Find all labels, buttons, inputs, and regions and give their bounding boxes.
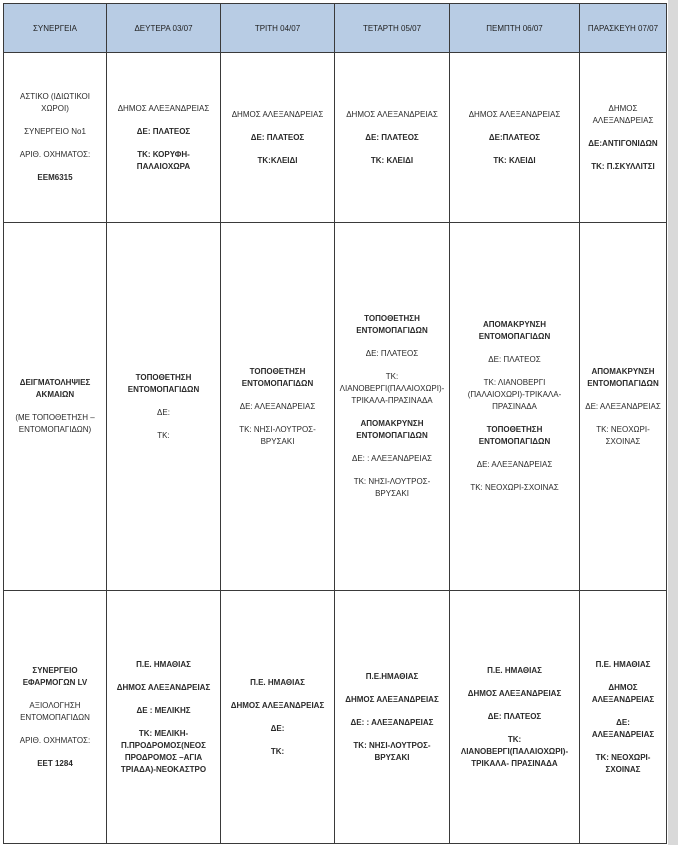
cell-line: ΔΕ : ΜΕΛΙΚΗΣ <box>136 705 191 715</box>
cell-line: ΔΗΜΟΣ ΑΛΕΞΑΝΔΡΕΙΑΣ <box>230 700 325 710</box>
cell-line: ΤΚ: ΛΙΑΝΟΒΕΡΓΙ (ΠΑΛΑΙΟΧΩΡΙ)-ΤΡΙΚΑΛΑ- ΠΡΑΣΙΝΑΔΑ <box>467 378 562 411</box>
header-thursday: ΠΕΜΠΤΗ 06/07 <box>450 4 580 53</box>
cell-line: ΔΗΜΟΣ ΑΛΕΞΑΝΔΡΕΙΑΣ <box>468 109 561 119</box>
cell-line: ΔΗΜΟΣ ΑΛΕΞΑΝΔΡΕΙΑΣ <box>231 109 324 119</box>
cell-line: ΤΚ: Π.ΣΚΥΛΛΙΤΣΙ <box>591 161 655 171</box>
schedule-cell <box>107 591 221 844</box>
cell-line: ΑΞΙΟΛΟΓΗΣΗ ΕΝΤΟΜΟΠΑΓΙΔΩΝ <box>20 700 90 722</box>
schedule-cell <box>107 223 221 591</box>
cell-line: ΔΗΜΟΣ ΑΛΕΞΑΝΔΡΕΙΑΣ <box>117 103 210 113</box>
cell-line: ΔΕΙΓΜΑΤΟΛΗΨΙΕΣ ΑΚΜΑΙΩΝ <box>19 378 91 399</box>
cell-line: Π.Ε. ΗΜΑΘΙΑΣ <box>487 665 542 675</box>
cell-line: ΔΕ:ΠΛΑΤΕΟΣ <box>488 132 541 142</box>
cell-line: ΔΕ: ΑΛΕΞΑΝΔΡΕΙΑΣ <box>591 717 655 739</box>
cell-line: ΑΠΟΜΑΚΡΥΝΣΗ ΕΝΤΟΜΟΠΑΓΙΔΩΝ <box>356 419 428 440</box>
cell-line: ΤΚ: <box>157 430 170 440</box>
cell-line: Π.Ε. ΗΜΑΘΙΑΣ <box>595 659 651 669</box>
cell-line: ΕΕΤ 1284 <box>37 758 73 768</box>
header-wednesday: ΤΕΤΑΡΤΗ 05/07 <box>335 4 450 53</box>
crew-cell <box>4 591 107 844</box>
schedule-cell <box>580 53 667 223</box>
cell-line: ΑΠΟΜΑΚΡΥΝΣΗ ΕΝΤΟΜΟΠΑΓΙΔΩΝ <box>587 366 659 388</box>
schedule-cell <box>450 223 580 591</box>
cell-line: ΤΚ: <box>270 746 285 756</box>
table-row <box>4 223 667 591</box>
vertical-scrollbar[interactable] <box>668 0 678 845</box>
cell-line: ΤΚ: ΜΕΛΙΚΗ-Π.ΠΡΟΔΡΟΜΟΣ(ΝΕΟΣ ΠΡΟΔΡΟΜΟΣ –ΑΓΙΑ ΤΡΙΑΔΑ)-ΝΕΟΚΑΣΤΡΟ <box>120 728 207 774</box>
crew-cell <box>4 53 107 223</box>
cell-line: ΔΕ: ΠΛΑΤΕΟΣ <box>488 355 541 364</box>
cell-line: ΔΕ: ΠΛΑΤΕΟΣ <box>365 349 419 358</box>
table-row <box>4 591 667 844</box>
cell-line: ΔΕ: ΑΛΕΞΑΝΔΡΕΙΑΣ <box>239 401 316 411</box>
header-tuesday: ΤΡΙΤΗ 04/07 <box>221 4 335 53</box>
cell-line: ΔΗΜΟΣ ΑΛΕΞΑΝΔΡΕΙΑΣ <box>346 109 438 119</box>
cell-line: ΔΕ: ΠΛΑΤΕΟΣ <box>487 711 542 721</box>
schedule-table <box>3 3 667 844</box>
cell-line: (ΜΕ ΤΟΠΟΘΕΤΗΣΗ –ΕΝΤΟΜΟΠΑΓΙΔΩΝ) <box>15 413 95 434</box>
cell-line: ΤΚ: ΛΙΑΝΟΒΕΡΓΙ(ΠΑΛΑΙΟΧΩΡΙ)-ΤΡΙΚΑΛΑ-ΠΡΑΣΙΝΑΔΑ <box>339 372 445 405</box>
cell-line: ΔΕ: : ΑΛΕΞΑΝΔΡΕΙΑΣ <box>352 454 432 463</box>
cell-line: ΤΚ: ΚΛΕΙΔΙ <box>370 155 414 165</box>
schedule-cell <box>335 591 450 844</box>
cell-line: ΣΥΝΕΡΓΕΙΟ ΕΦΑΡΜΟΓΩΝ LV <box>22 665 88 687</box>
cell-line: ΣΥΝΕΡΓΕΙΟ Νο1 <box>24 127 86 136</box>
schedule-cell <box>580 591 667 844</box>
cell-line: ΤΚ: ΝΕΟΧΩΡΙ-ΣΧΟΙΝΑΣ <box>595 752 651 774</box>
header-crews: ΣΥΝΕΡΓΕΙΑ <box>4 4 107 53</box>
cell-line: ΤΟΠΟΘΕΤΗΣΗ ΕΝΤΟΜΟΠΑΓΙΔΩΝ <box>127 372 200 394</box>
cell-line: ΤΚ: ΚΛΕΙΔΙ <box>493 155 536 165</box>
cell-line: ΑΡΙΘ. ΟΧΗΜΑΤΟΣ: <box>19 735 91 745</box>
cell-line: ΤΟΠΟΘΕΤΗΣΗ ΕΝΤΟΜΟΠΑΓΙΔΩΝ <box>478 425 551 446</box>
cell-line: ΑΡΙΘ. ΟΧΗΜΑΤΟΣ: <box>19 150 91 159</box>
cell-line: ΤΚ: ΛΙΑΝΟΒΕΡΓΙ(ΠΑΛΑΙΟΧΩΡΙ)-ΤΡΙΚΑΛΑ- ΠΡΑΣΙΝΑΔΑ <box>460 734 569 768</box>
cell-line: ΤΟΠΟΘΕΤΗΣΗ ΕΝΤΟΜΟΠΑΓΙΔΩΝ <box>356 314 428 335</box>
cell-line: ΤΚ: ΝΕΟΧΩΡΙ-ΣΧΟΙΝΑΣ <box>470 483 559 492</box>
cell-line: ΤΟΠΟΘΕΤΗΣΗ ΕΝΤΟΜΟΠΑΓΙΔΩΝ <box>241 366 314 388</box>
schedule-cell <box>335 223 450 591</box>
header-row <box>4 4 667 53</box>
header-monday: ΔΕΥΤΕΡΑ 03/07 <box>107 4 221 53</box>
schedule-cell <box>221 53 335 223</box>
schedule-cell <box>221 591 335 844</box>
cell-line: ΔΗΜΟΣ ΑΛΕΞΑΝΔΡΕΙΑΣ <box>591 682 655 704</box>
cell-line: ΔΗΜΟΣ ΑΛΕΞΑΝΔΡΕΙΑΣ <box>116 682 211 692</box>
schedule-cell <box>335 53 450 223</box>
cell-line: ΔΕ: ΠΛΑΤΕΟΣ <box>136 126 191 136</box>
cell-line: ΔΗΜΟΣ ΑΛΕΞΑΝΔΡΕΙΑΣ <box>467 688 562 698</box>
cell-line: ΤΚ: ΚΟΡΥΦΗ-ΠΑΛΑΙΟΧΩΡΑ <box>136 149 191 171</box>
schedule-cell <box>450 53 580 223</box>
header-friday: ΠΑΡΑΣΚΕΥΗ 07/07 <box>580 4 667 53</box>
cell-line: Π.Ε.ΗΜΑΘΙΑΣ <box>365 671 419 681</box>
cell-line: ΔΕ: <box>270 723 285 733</box>
cell-line: ΑΠΟΜΑΚΡΥΝΣΗ ΕΝΤΟΜΟΠΑΓΙΔΩΝ <box>478 320 551 341</box>
schedule-cell <box>450 591 580 844</box>
table-row <box>4 53 667 223</box>
cell-line: ΔΕ: ΑΛΕΞΑΝΔΡΕΙΑΣ <box>585 401 661 411</box>
cell-line: ΤΚ: ΝΗΣΙ-ΛΟΥΤΡΟΣ-ΒΡΥΣΑΚΙ <box>239 424 316 446</box>
cell-line: ΔΗΜΟΣ ΑΛΕΞΑΝΔΡΕΙΑΣ <box>592 103 654 125</box>
cell-line: ΔΕ: : ΑΛΕΞΑΝΔΡΕΙΑΣ <box>350 717 434 727</box>
cell-line: ΕΕΜ6315 <box>37 173 73 182</box>
cell-line: ΤΚ: ΝΗΣΙ-ΛΟΥΤΡΟΣ-ΒΡΥΣΑΚΙ <box>353 477 431 498</box>
cell-line: Π.Ε. ΗΜΑΘΙΑΣ <box>136 659 191 669</box>
cell-line: ΤΚ: ΝΕΟΧΩΡΙ-ΣΧΟΙΝΑΣ <box>596 424 650 446</box>
cell-line: ΤΚ: ΝΗΣΙ-ΛΟΥΤΡΟΣ-ΒΡΥΣΑΚΙ <box>353 740 431 762</box>
cell-line: ΔΕ:ΑΝΤΙΓΟΝΙΔΩΝ <box>588 138 658 148</box>
crew-cell <box>4 223 107 591</box>
cell-line: ΔΕ: ΠΛΑΤΕΟΣ <box>365 132 419 142</box>
schedule-cell <box>221 223 335 591</box>
cell-line: ΤΚ:ΚΛΕΙΔΙ <box>257 155 298 165</box>
cell-line: ΔΕ: ΑΛΕΞΑΝΔΡΕΙΑΣ <box>476 460 553 469</box>
cell-line: Π.Ε. ΗΜΑΘΙΑΣ <box>250 677 305 687</box>
cell-line: ΔΕ: ΠΛΑΤΕΟΣ <box>250 132 305 142</box>
schedule-cell <box>107 53 221 223</box>
cell-line: ΑΣΤΙΚΟ (ΙΔΙΩΤΙΚΟΙ ΧΩΡΟΙ) <box>19 92 90 113</box>
cell-line: ΔΕ: <box>157 407 170 417</box>
schedule-cell <box>580 223 667 591</box>
cell-line: ΔΗΜΟΣ ΑΛΕΞΑΝΔΡΕΙΑΣ <box>345 694 439 704</box>
